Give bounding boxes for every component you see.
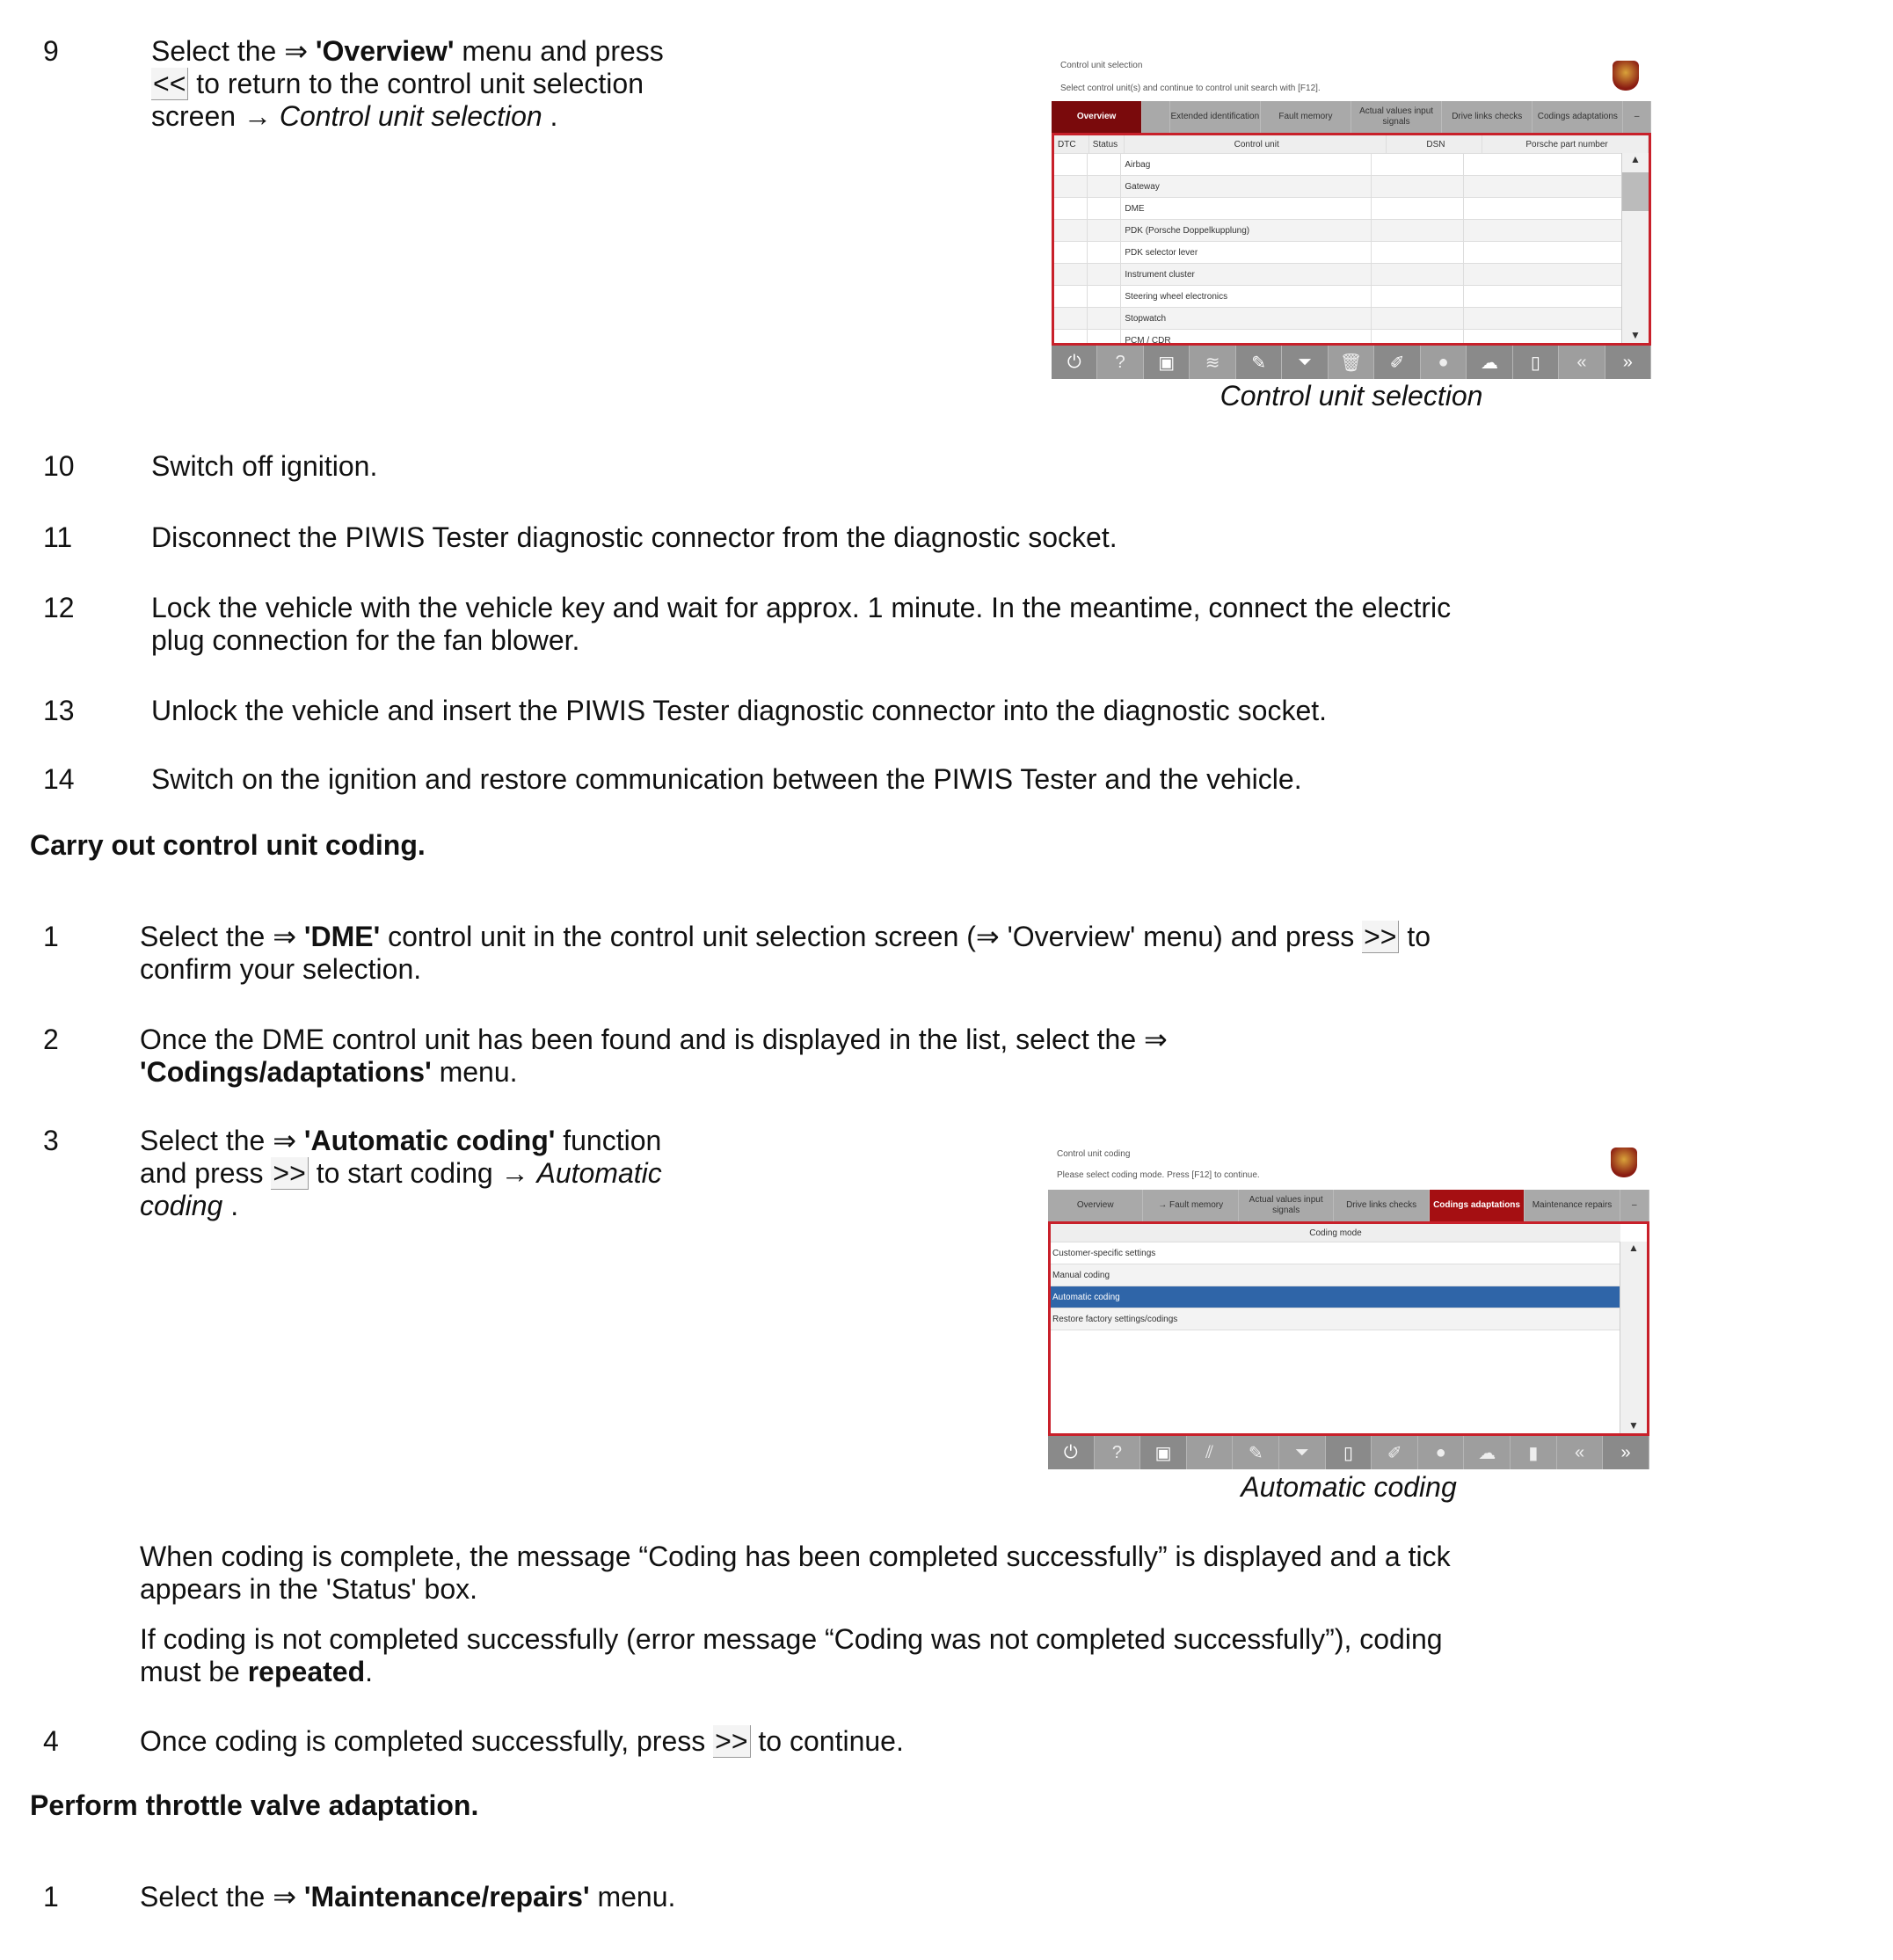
table-cell: [1054, 242, 1088, 263]
section-heading: Perform throttle valve adaptation.: [30, 1789, 479, 1821]
control-unit-name: Steering wheel electronics: [1121, 286, 1372, 307]
coding-step-4-text: [140, 1725, 904, 1758]
menu-name: 'Maintenance/repairs': [303, 1881, 590, 1913]
step-number: 12: [43, 592, 75, 623]
toolbar-button-icon[interactable]: ⏷: [1279, 1436, 1326, 1469]
list-header: Coding mode: [1051, 1224, 1620, 1242]
text: Select the ⇒: [140, 1125, 304, 1156]
tab[interactable]: Overview: [1048, 1190, 1143, 1221]
text: to continue.: [750, 1725, 904, 1757]
function-toolbar: [1052, 346, 1651, 379]
text: function: [555, 1125, 662, 1156]
table-cell: [1088, 242, 1121, 263]
toolbar-button-icon[interactable]: ⫽: [1187, 1436, 1234, 1469]
table-cell: [1088, 154, 1121, 175]
table-cell: [1464, 220, 1622, 241]
function-name: 'Automatic coding': [303, 1125, 556, 1156]
table-cell: [1088, 220, 1121, 241]
tab[interactable]: [1142, 101, 1170, 133]
text: Select the ⇒: [140, 921, 304, 952]
coding-mode-option[interactable]: Restore factory settings/codings: [1051, 1308, 1620, 1330]
figure-ref: Automatic: [536, 1157, 662, 1189]
toolbar-button-icon[interactable]: ▣: [1144, 346, 1190, 379]
table-cell: [1372, 198, 1464, 219]
tab[interactable]: Codings adaptations: [1533, 101, 1623, 133]
text: Once the DME control unit has been found and is displayed in the list, select the ⇒: [140, 1024, 1168, 1055]
toolbar-button-icon[interactable]: ⏷: [1282, 346, 1328, 379]
table-cell: [1464, 330, 1622, 346]
toolbar-button-icon[interactable]: ▯: [1326, 1436, 1372, 1469]
table-cell: [1054, 308, 1088, 329]
step-14-text: Switch on the ignition and restore communication between the PIWIS Tester and the vehicle.: [151, 763, 1302, 795]
table-cell: [1464, 308, 1622, 329]
step-number: 3: [43, 1125, 59, 1156]
text: .: [222, 1190, 239, 1221]
control-unit-name: Airbag: [1121, 154, 1372, 175]
control-unit-name: Stopwatch: [1121, 308, 1372, 329]
tab[interactable]: Actual values input signals: [1351, 101, 1442, 133]
back-key: <<: [151, 68, 188, 100]
tab[interactable]: Overview: [1052, 101, 1142, 133]
table-cell: [1464, 286, 1622, 307]
step-number: 13: [43, 695, 75, 726]
table-cell: [1372, 286, 1464, 307]
screen-title: Control unit selection: [1060, 61, 1143, 70]
toolbar-button-icon[interactable]: ✎: [1233, 1436, 1279, 1469]
control-unit-name: PDK (Porsche Doppelkupplung): [1121, 220, 1372, 241]
porsche-logo: [1613, 61, 1639, 91]
toolbar-button-icon[interactable]: ▮: [1511, 1436, 1557, 1469]
control-unit-selection-screenshot: [1052, 55, 1651, 381]
figure-caption: Automatic coding: [1241, 1471, 1457, 1503]
table-cell: [1464, 242, 1622, 263]
coding-mode-option[interactable]: Automatic coding: [1051, 1286, 1620, 1308]
menu-tabs: [1052, 101, 1651, 133]
toolbar-button-icon[interactable]: ✐: [1372, 1436, 1418, 1469]
text: Select the ⇒: [151, 35, 316, 67]
text: Select the ⇒: [140, 1881, 304, 1913]
table-row[interactable]: [1054, 264, 1622, 286]
next-key: >>: [713, 1725, 750, 1758]
column-header: DTC: [1054, 135, 1089, 153]
menu-tabs: [1048, 1190, 1649, 1221]
text: menu.: [431, 1056, 518, 1088]
coding-step-2-text: [140, 1024, 1168, 1089]
text: menu and press: [454, 35, 664, 67]
porsche-logo: [1611, 1148, 1637, 1177]
control-unit-name: DME: [1121, 198, 1372, 219]
table-cell: [1054, 330, 1088, 346]
step-9-text: [151, 35, 664, 133]
table-cell: [1054, 198, 1088, 219]
text: plug connection for the fan blower.: [151, 624, 580, 656]
toolbar-button-icon[interactable]: ✎: [1236, 346, 1282, 379]
step-11-text: Disconnect the PIWIS Tester diagnostic connector from the diagnostic socket.: [151, 521, 1118, 553]
coding-mode-list: [1048, 1221, 1649, 1436]
screen-instruction: Select control unit(s) and continue to control unit search with [F12].: [1060, 84, 1321, 93]
table-row[interactable]: [1054, 220, 1622, 242]
toolbar-button-icon[interactable]: ▣: [1140, 1436, 1187, 1469]
text: .: [365, 1656, 373, 1687]
throttle-step-1-text: [140, 1881, 675, 1913]
menu-name: 'Overview': [315, 35, 455, 67]
toolbar-button-icon[interactable]: ▯: [1513, 346, 1559, 379]
tab[interactable]: Extended identification: [1170, 101, 1261, 133]
table-cell: [1054, 176, 1088, 197]
tab[interactable]: Maintenance repairs: [1525, 1190, 1620, 1221]
step-12-text: [151, 592, 1451, 657]
table-row[interactable]: [1054, 330, 1622, 346]
coding-step-1-text: [140, 921, 1431, 986]
automatic-coding-screenshot: [1048, 1144, 1649, 1472]
step-number: 10: [43, 450, 75, 482]
table-row[interactable]: [1054, 198, 1622, 220]
table-cell: [1372, 176, 1464, 197]
column-header: Control unit: [1125, 135, 1387, 153]
scrollbar[interactable]: ▲ ▼: [1620, 1242, 1647, 1433]
table-cell: [1088, 286, 1121, 307]
emphasis: repeated: [247, 1656, 366, 1687]
function-toolbar: [1048, 1436, 1649, 1469]
table-cell: [1054, 286, 1088, 307]
text: to start coding →: [308, 1157, 537, 1189]
table-cell: [1054, 220, 1088, 241]
text: When coding is complete, the message “Coding has been completed successfully” is displayed and a tick: [140, 1541, 1451, 1572]
table-cell: [1372, 308, 1464, 329]
text: control unit in the control unit selection screen (⇒ 'Overview' menu) and press: [380, 921, 1363, 952]
text: must be: [140, 1656, 248, 1687]
table-row[interactable]: [1054, 154, 1622, 176]
table-cell: [1372, 154, 1464, 175]
toolbar-button-icon[interactable]: ?: [1097, 346, 1143, 379]
toolbar-button-icon[interactable]: »: [1603, 1436, 1649, 1469]
table-cell: [1088, 176, 1121, 197]
table-row[interactable]: [1054, 242, 1622, 264]
tab[interactable]: Drive links checks: [1334, 1190, 1429, 1221]
toolbar-button-icon[interactable]: ?: [1095, 1436, 1141, 1469]
figure-caption: Control unit selection: [1220, 380, 1483, 412]
table-cell: [1372, 220, 1464, 241]
step-number: 14: [43, 763, 75, 795]
coding-step-3-text: [140, 1125, 662, 1222]
table-row[interactable]: [1054, 176, 1622, 198]
screen-title: Control unit coding: [1057, 1149, 1131, 1159]
control-unit-table: [1052, 133, 1651, 346]
table-cell: [1088, 308, 1121, 329]
table-header: [1054, 135, 1649, 154]
toolbar-button-icon[interactable]: ≋: [1190, 346, 1235, 379]
toolbar-button-icon[interactable]: «: [1557, 1436, 1604, 1469]
text: Once coding is completed successfully, press: [140, 1725, 714, 1757]
control-unit-name: Instrument cluster: [1121, 264, 1372, 285]
text: appears in the 'Status' box.: [140, 1573, 478, 1605]
toolbar-button-icon[interactable]: ●: [1418, 1436, 1465, 1469]
tab[interactable]: → Fault memory: [1143, 1190, 1238, 1221]
toolbar-button-icon[interactable]: 🗑: [1329, 346, 1374, 379]
table-cell: [1372, 242, 1464, 263]
column-header: Porsche part number: [1482, 135, 1649, 153]
text: .: [542, 100, 558, 132]
tab[interactable]: Codings adaptations: [1430, 1190, 1525, 1221]
table-cell: [1464, 176, 1622, 197]
table-row[interactable]: [1054, 308, 1622, 330]
toolbar-button-icon[interactable]: ☁: [1464, 1436, 1511, 1469]
screen-instruction: Please select coding mode. Press [F12] to continue.: [1057, 1170, 1260, 1180]
step-number: 2: [43, 1024, 59, 1055]
toolbar-button-icon[interactable]: »: [1605, 346, 1651, 379]
text: to return to the control unit selection: [188, 68, 644, 99]
text: If coding is not completed successfully (error message “Coding was not completed successfully”), coding: [140, 1623, 1443, 1655]
coding-mode-option[interactable]: Customer-specific settings: [1051, 1242, 1620, 1264]
menu-name: 'Codings/adaptations': [140, 1056, 432, 1088]
column-header: Status: [1089, 135, 1125, 153]
tab[interactable]: –: [1623, 101, 1651, 133]
step-number: 9: [43, 35, 59, 67]
tab[interactable]: Drive links checks: [1442, 101, 1533, 133]
toolbar-button-icon[interactable]: «: [1559, 346, 1605, 379]
table-cell: [1372, 330, 1464, 346]
section-heading: Carry out control unit coding.: [30, 829, 426, 861]
toolbar-button-icon[interactable]: ●: [1421, 346, 1467, 379]
control-unit-name: PDK selector lever: [1121, 242, 1372, 263]
table-cell: [1464, 154, 1622, 175]
table-cell: [1088, 330, 1121, 346]
error-note: [140, 1623, 1443, 1688]
table-row[interactable]: [1054, 286, 1622, 308]
text: screen →: [151, 100, 280, 132]
text: and press: [140, 1157, 272, 1189]
step-10-text: Switch off ignition.: [151, 450, 378, 482]
text: confirm your selection.: [140, 953, 422, 985]
next-key: >>: [1362, 921, 1399, 953]
control-unit-name: PCM / CDR: [1121, 330, 1372, 346]
toolbar-button-icon[interactable]: ⏻: [1048, 1436, 1095, 1469]
tab[interactable]: Actual values input signals: [1239, 1190, 1334, 1221]
figure-ref: Control unit selection: [279, 100, 542, 132]
step-number: 11: [43, 521, 73, 553]
step-number: 4: [43, 1725, 59, 1757]
table-cell: [1464, 264, 1622, 285]
table-cell: [1372, 264, 1464, 285]
toolbar-button-icon[interactable]: ✐: [1374, 346, 1420, 379]
completion-note: [140, 1541, 1451, 1606]
step-number: 1: [43, 921, 59, 952]
table-cell: [1088, 264, 1121, 285]
table-cell: [1054, 264, 1088, 285]
step-13-text: Unlock the vehicle and insert the PIWIS Tester diagnostic connector into the diagnostic socket.: [151, 695, 1328, 726]
tab[interactable]: Fault memory: [1261, 101, 1351, 133]
table-cell: [1054, 154, 1088, 175]
unit-name: 'DME': [303, 921, 381, 952]
coding-mode-option[interactable]: Manual coding: [1051, 1264, 1620, 1286]
toolbar-button-icon[interactable]: ☁: [1467, 346, 1512, 379]
text: menu.: [589, 1881, 676, 1913]
figure-ref: coding: [140, 1190, 223, 1221]
text: Lock the vehicle with the vehicle key and wait for approx. 1 minute. In the meantime, connect the electric: [151, 592, 1452, 623]
scrollbar[interactable]: ▲ ▼: [1621, 153, 1649, 343]
toolbar-button-icon[interactable]: ⏻: [1052, 346, 1097, 379]
column-header: DSN: [1387, 135, 1482, 153]
table-cell: [1088, 198, 1121, 219]
tab[interactable]: –: [1620, 1190, 1649, 1221]
control-unit-name: Gateway: [1121, 176, 1372, 197]
text: to: [1399, 921, 1431, 952]
step-number: 1: [43, 1881, 59, 1913]
next-key: >>: [271, 1157, 308, 1190]
table-cell: [1464, 198, 1622, 219]
